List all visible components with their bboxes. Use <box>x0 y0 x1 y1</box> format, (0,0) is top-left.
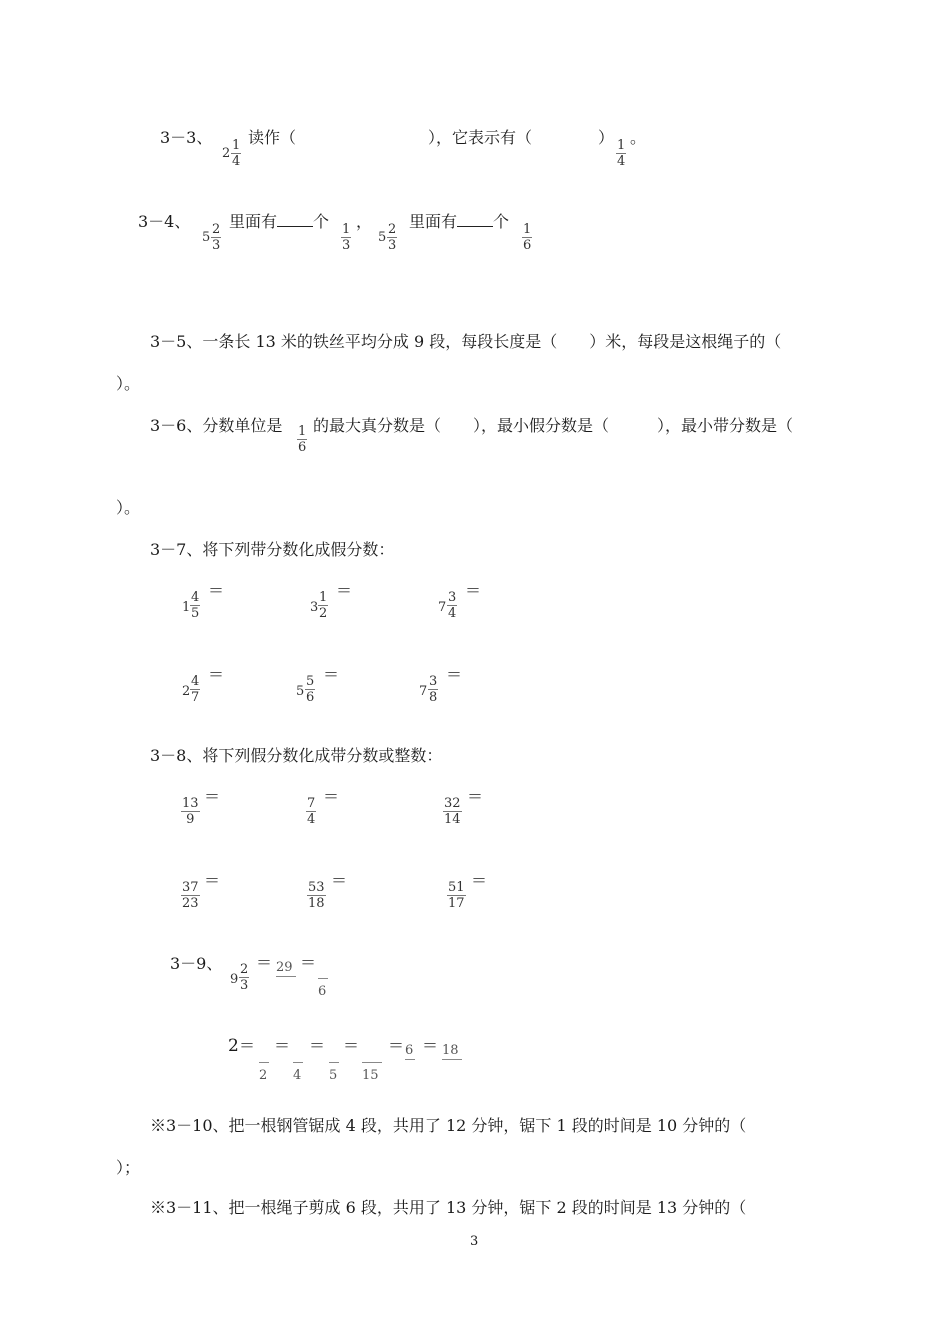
denominator: 14 <box>444 812 461 827</box>
equals-sign: ＝ <box>204 787 221 806</box>
fraction-bar <box>276 976 296 977</box>
q3-7-item5-fraction <box>305 674 315 705</box>
denominator: 6 <box>298 440 307 455</box>
q3-7-item1-fraction <box>190 590 200 621</box>
numerator: 13 <box>182 796 199 811</box>
q3-10-line2: ）； <box>116 1158 141 1177</box>
denominator: 4 <box>617 154 626 169</box>
denominator: 3 <box>388 238 397 253</box>
numerator: 7 <box>307 796 316 811</box>
denominator: 9 <box>181 811 200 827</box>
q3-4-comma: ， <box>356 212 373 231</box>
equals-sign: ＝ <box>204 871 221 890</box>
text-ge: 个 <box>313 212 330 231</box>
numerator: 1 <box>342 222 351 237</box>
q3-6-unit-fraction <box>297 424 307 455</box>
equals-sign: ＝ <box>323 787 340 806</box>
fraction-bar <box>318 978 328 979</box>
equals-sign: ＝ <box>256 953 273 972</box>
q3-9-den-15: 15 <box>362 1068 379 1083</box>
q3-7-item6-fraction <box>428 674 438 705</box>
equals-sign: ＝ <box>331 871 348 890</box>
text-inside: 里面有 <box>229 212 278 231</box>
answer-blank-1[interactable] <box>277 212 313 227</box>
q3-8-item6-fraction <box>447 880 466 911</box>
q3-6-line2: ）。 <box>116 498 141 517</box>
q3-7-item4-fraction <box>190 674 200 705</box>
equals-sign: ＝ <box>422 1036 439 1055</box>
q3-3-unit-fraction <box>616 138 626 169</box>
text-ge: 个 <box>493 212 510 231</box>
denominator: 2 <box>319 606 328 621</box>
q3-9-den-4: 4 <box>293 1068 302 1083</box>
denominator: 3 <box>240 978 249 993</box>
equals-sign: ＝ <box>446 665 463 684</box>
q3-9-label: 3－9、 <box>170 954 223 973</box>
page-number: 3 <box>470 1234 479 1249</box>
numerator: 2 <box>240 962 249 977</box>
denominator: 4 <box>307 812 316 827</box>
numerator: 1 <box>298 424 307 439</box>
q3-8-item1-fraction <box>181 796 200 827</box>
q3-7-title: 3－7、将下列带分数化成假分数： <box>150 540 395 559</box>
numerator: 1 <box>232 138 241 153</box>
text-inside: 里面有 <box>409 212 458 231</box>
q3-4-mixed2-fraction <box>387 222 397 253</box>
q3-6-text2: 的最大真分数是（ ），最小假分数是（ ），最小带分数是（ <box>313 416 794 435</box>
equals-sign: ＝ <box>465 581 482 600</box>
q3-5-line1: 3－5、一条长 13 米的铁丝平均分成 9 段，每段长度是（ ）米，每段是这根绳子的（ <box>150 332 782 351</box>
denominator: 4 <box>232 154 241 169</box>
fraction-bar <box>293 1062 303 1063</box>
denominator: 3 <box>212 238 221 253</box>
numerator: 2 <box>212 222 221 237</box>
q3-9-den-6: 6 <box>318 984 327 999</box>
q3-11-line1: ※3－11、把一根绳子剪成 6 段，共用了 13 分钟，锯下 2 段的时间是 13 分钟的（ <box>150 1198 747 1217</box>
equals-sign: ＝ <box>388 1036 405 1055</box>
q3-9-mixed-whole: 9 <box>230 972 239 987</box>
q3-3-text-read-as: 读作（ <box>248 128 297 147</box>
q3-8-item5-fraction <box>307 880 326 911</box>
fraction-bar <box>259 1062 269 1063</box>
equals-sign: ＝ <box>467 787 484 806</box>
numerator: 1 <box>319 590 328 605</box>
q3-9-den-2: 2 <box>259 1068 268 1083</box>
q3-8-item4-fraction <box>181 880 200 911</box>
denominator: 6 <box>523 238 532 253</box>
numerator: 2 <box>388 222 397 237</box>
q3-7-item3-whole: 7 <box>438 600 447 615</box>
equals-sign: ＝ <box>208 665 225 684</box>
q3-8-item3-fraction <box>443 796 462 827</box>
equals-sign: ＝ <box>208 581 225 600</box>
equals-sign: ＝ <box>323 665 340 684</box>
answer-blank-2[interactable] <box>457 212 493 227</box>
q3-5-line2: ）。 <box>116 374 141 393</box>
q3-7-item1-whole: 1 <box>182 600 191 615</box>
q3-9-num-29: 29 <box>276 960 293 975</box>
numerator: 32 <box>444 796 461 811</box>
q3-3-end: 。 <box>630 128 647 147</box>
denominator: 7 <box>191 690 200 705</box>
q3-4-unit2-fraction <box>522 222 532 253</box>
q3-8-item2-fraction <box>306 796 316 827</box>
q3-4-text-part1 <box>229 212 329 232</box>
numerator: 3 <box>448 590 457 605</box>
fraction-bar <box>405 1059 415 1060</box>
q3-4-mixed2-whole: 5 <box>378 230 387 245</box>
numerator: 5 <box>306 674 315 689</box>
q3-3-text-means: ），它表示有（ <box>428 128 533 147</box>
q3-6-text1: 3－6、分数单位是 <box>150 416 283 435</box>
numerator: 4 <box>191 590 200 605</box>
q3-3-mixed-whole: 2 <box>222 146 231 161</box>
q3-4-mixed1-whole: 5 <box>202 230 211 245</box>
equals-sign: ＝ <box>239 1036 256 1055</box>
equals-sign: ＝ <box>300 953 317 972</box>
q3-10-line1: ※3－10、把一根钢管锯成 4 段，共用了 12 分钟，锯下 1 段的时间是 10 分钟的（ <box>150 1116 747 1135</box>
q3-3-label: 3－3、 <box>160 128 213 147</box>
q3-7-item2-whole: 3 <box>310 600 319 615</box>
denominator: 6 <box>306 690 315 705</box>
q3-3-mixed-fraction <box>231 138 241 169</box>
q3-3-text-close: ） <box>598 128 615 147</box>
numerator: 3 <box>429 674 438 689</box>
q3-8-title: 3－8、将下列假分数化成带分数或整数： <box>150 746 443 765</box>
denominator: 8 <box>429 690 438 705</box>
q3-4-text-part2 <box>409 212 509 232</box>
denominator: 18 <box>308 896 325 911</box>
q3-9-num-6: 6 <box>405 1043 414 1058</box>
numerator: 53 <box>308 880 325 895</box>
numerator: 37 <box>182 880 199 895</box>
q3-9-two: 2 <box>228 1036 239 1056</box>
denominator: 23 <box>182 896 199 911</box>
fraction-bar <box>362 1062 382 1063</box>
equals-sign: ＝ <box>274 1036 291 1055</box>
equals-sign: ＝ <box>343 1036 360 1055</box>
equals-sign: ＝ <box>309 1036 326 1055</box>
q3-7-item2-fraction <box>318 590 328 621</box>
numerator: 1 <box>523 222 532 237</box>
numerator: 1 <box>617 138 626 153</box>
denominator: 5 <box>191 606 200 621</box>
q3-4-label: 3－4、 <box>138 212 191 231</box>
equals-sign: ＝ <box>336 581 353 600</box>
q3-9-den-18: 18 <box>442 1043 459 1058</box>
q3-4-mixed1-fraction <box>211 222 221 253</box>
q3-4-unit1-fraction <box>341 222 351 253</box>
numerator: 51 <box>448 880 465 895</box>
denominator: 17 <box>448 896 465 911</box>
fraction-bar <box>329 1062 339 1063</box>
denominator: 4 <box>448 606 457 621</box>
q3-9-den-5: 5 <box>329 1068 338 1083</box>
q3-7-item3-fraction <box>447 590 457 621</box>
q3-7-item6-whole: 7 <box>419 684 428 699</box>
fraction-bar <box>442 1059 462 1060</box>
q3-7-item4-whole: 2 <box>182 684 191 699</box>
q3-7-item5-whole: 5 <box>296 684 305 699</box>
denominator: 3 <box>342 238 351 253</box>
equals-sign: ＝ <box>471 871 488 890</box>
numerator: 4 <box>191 674 200 689</box>
q3-9-mixed-fraction <box>239 962 249 993</box>
